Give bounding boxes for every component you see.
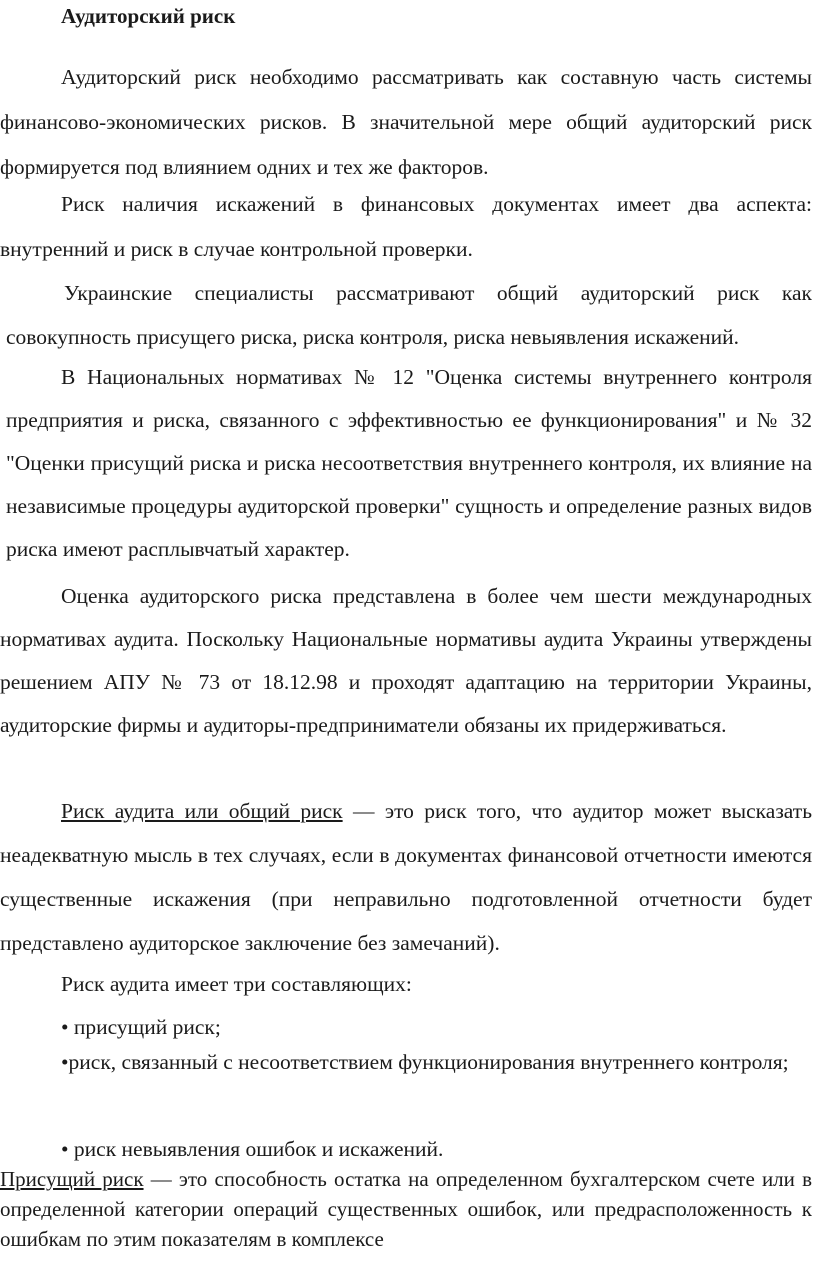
paragraph-international-standards: Оценка аудиторского риска представлена в более чем шести международных нормативах аудита. Поскольку Национальные нормативы аудита Украины утверждены решением АПУ № 73 от 18.12.98 и проходят адаптацию на территории Украины, аудиторские фирмы и аудиторы-предприниматели обязаны их придерживаться.: [0, 584, 812, 737]
paragraph-distortion-aspects: Риск наличия искажений в финансовых документах имеет два аспекта: внутренний и риск в случае контрольной проверки.: [0, 192, 812, 261]
paragraph-inherent-risk-definition: [0, 1164, 812, 1254]
term-inherent-risk: Присущий риск: [0, 1167, 144, 1191]
section-title: Аудиторский риск: [61, 4, 236, 28]
list-item-detection-risk: • риск невыявления ошибок и искажений.: [61, 1137, 444, 1161]
list-item-inherent-risk: • присущий риск;: [61, 1015, 221, 1039]
paragraph-components-intro: Риск аудита имеет три составляющих:: [61, 972, 412, 996]
paragraph-intro: Аудиторский риск необходимо рассматривать как составную часть системы финансово-экономических рисков. В значительной мере общий аудиторский риск формируется под влиянием одних и тех же факторов.: [0, 65, 812, 179]
term-audit-risk: Риск аудита или общий риск: [61, 799, 343, 823]
paragraph-ukrainian-specialists: Украинские специалисты рассматривают общий аудиторский риск как совокупность присущего риска, риска контроля, риска невыявления искажений.: [6, 281, 812, 349]
list-item-control-risk: •риск, связанный с несоответствием функционирования внутреннего контроля;: [61, 1050, 789, 1074]
paragraph-audit-risk-definition: [0, 789, 812, 965]
definition-audit-risk: — это риск того, что аудитор может высказать неадекватную мысль в тех случаях, если в документах финансовой отчетности имеются существенные искажения (при неправильно подготовленной отчетности будет представлено аудиторское заключение без замечаний).: [0, 799, 812, 955]
definition-inherent-risk: — это способность остатка на определенном бухгалтерском счете или в определенной категории операций существенных ошибок, или предрасположенность к ошибкам по этим показателям в комплексе: [0, 1167, 812, 1251]
paragraph-national-standards: В Национальных нормативах № 12 "Оценка системы внутреннего контроля предприятия и риска, связанного с эффективностью ее функционирования" и № 32 "Оценки присущий риска и риска несоответствия внутреннего контроля, их влияние на независимые процедуры аудиторской проверки" сущность и определение разных видов риска имеют расплывчатый характер.: [6, 365, 812, 561]
